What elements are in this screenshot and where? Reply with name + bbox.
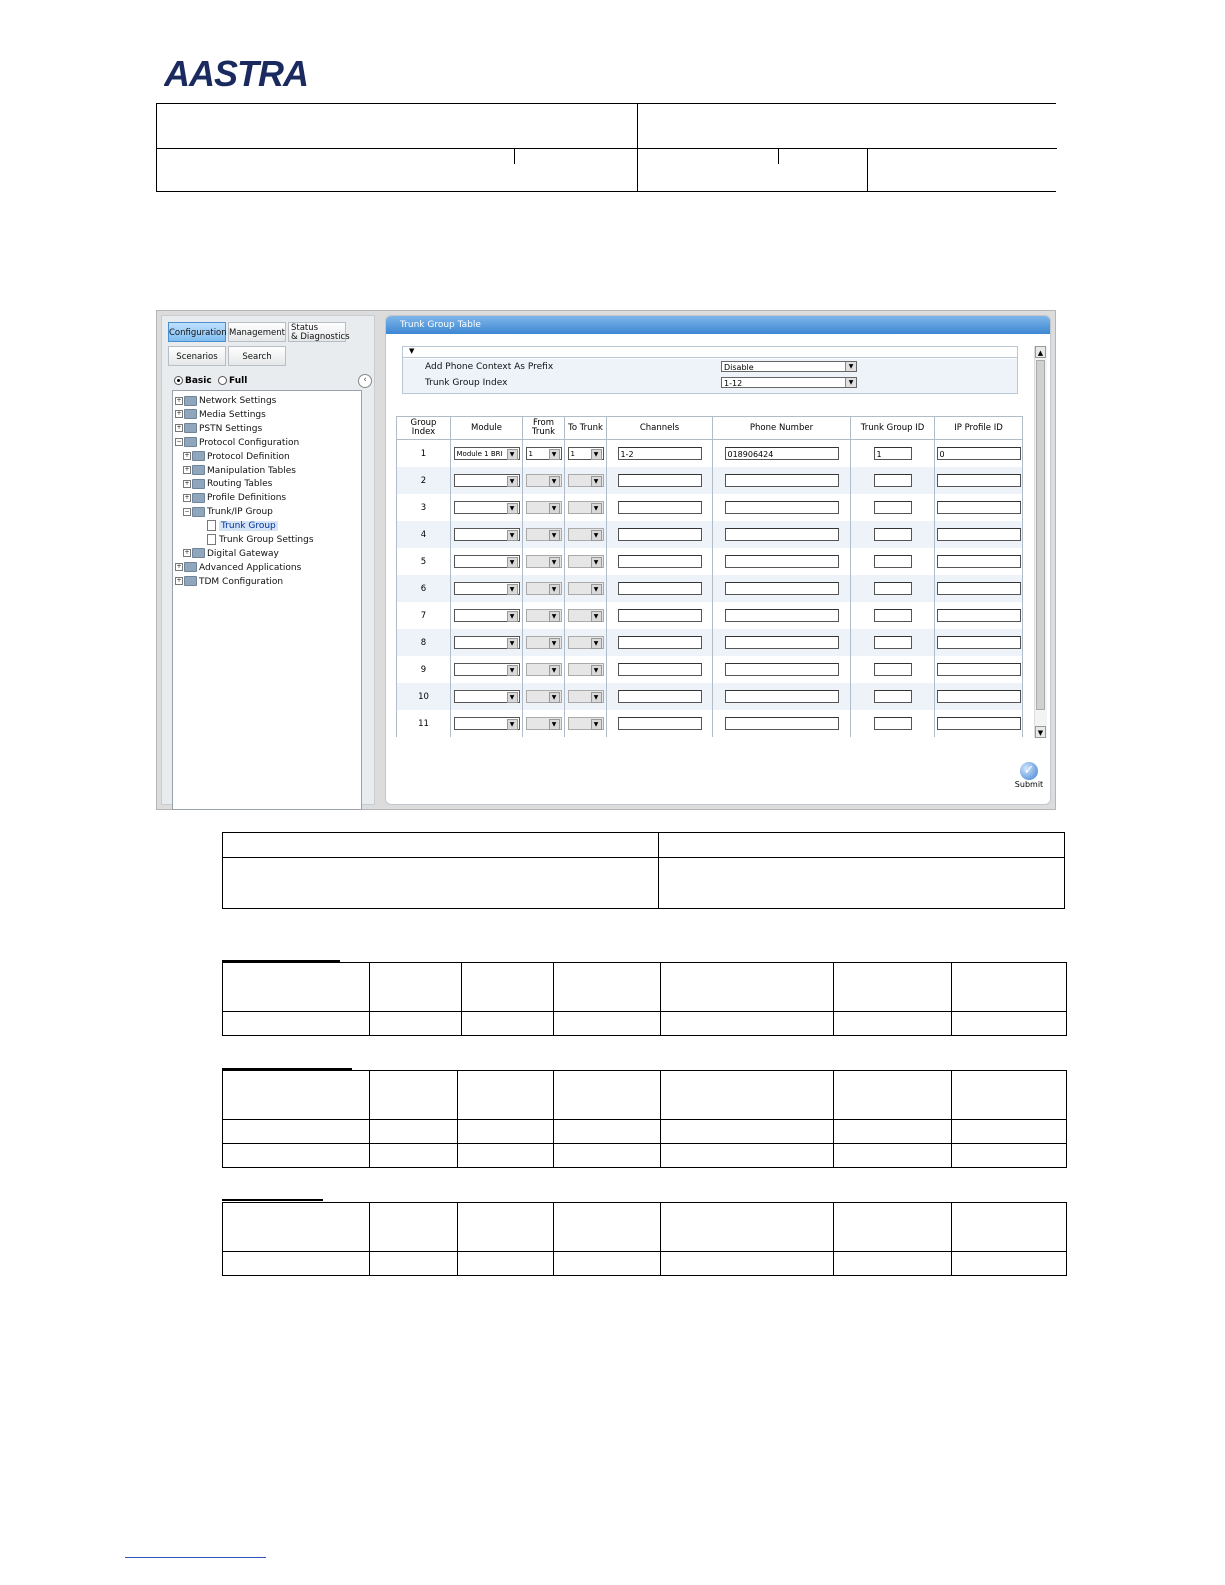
to-trunk-select[interactable] <box>568 474 604 487</box>
group-index-cell: 11 <box>397 710 451 737</box>
scroll-down-icon[interactable]: ▼ <box>1035 726 1046 738</box>
from-trunk-select[interactable] <box>526 690 562 703</box>
dropdown-arrow-icon: ▼ <box>549 611 560 622</box>
trunk-group-table <box>396 416 1023 737</box>
column-header: Module <box>451 417 523 440</box>
group-index-cell: 10 <box>397 683 451 710</box>
folder-icon <box>184 396 197 406</box>
dropdown-arrow-icon: ▼ <box>549 557 560 568</box>
footer-link-underline <box>125 1557 266 1558</box>
module-select[interactable] <box>454 582 520 595</box>
ip-profile-id-input[interactable] <box>937 501 1021 514</box>
tree-item[interactable] <box>183 492 286 504</box>
from-trunk-select[interactable] <box>526 609 562 622</box>
dropdown-arrow-icon: ▼ <box>549 476 560 487</box>
full-radio[interactable] <box>218 376 227 385</box>
column-header: IP Profile ID <box>935 417 1023 440</box>
aastra-logo <box>164 55 354 99</box>
document-table-2 <box>222 962 1067 1036</box>
from-trunk-select[interactable] <box>526 636 562 649</box>
to-trunk-select[interactable] <box>568 717 604 730</box>
trunk-group-id-input[interactable] <box>874 582 912 595</box>
document-table-1 <box>222 832 1065 909</box>
navigation-tree <box>172 390 362 810</box>
channels-input[interactable] <box>618 582 702 595</box>
channels-input[interactable] <box>618 609 702 622</box>
dropdown-arrow-icon: ▼ <box>591 584 602 595</box>
expand-icon[interactable]: + <box>184 549 190 557</box>
module-value: Module 1 BRI <box>456 450 503 458</box>
dropdown-arrow-icon: ▼ <box>591 476 602 487</box>
dropdown-arrow-icon: ▼ <box>591 692 602 703</box>
module-select[interactable] <box>454 447 520 460</box>
svg-text:AASTRA: AASTRA <box>164 55 308 94</box>
trunk-group-id-input[interactable] <box>874 609 912 622</box>
tree-item-label: Network Settings <box>199 396 277 406</box>
navigation-panel <box>161 315 375 805</box>
scroll-up-icon[interactable]: ▲ <box>1035 346 1046 358</box>
collapse-panel-icon[interactable]: ‹ <box>358 374 372 388</box>
phone-number-input[interactable] <box>725 663 839 676</box>
trunk-group-id-input[interactable] <box>874 501 912 514</box>
collapse-arrow-icon[interactable]: ▼ <box>409 347 415 355</box>
dropdown-arrow-icon: ▼ <box>507 719 518 730</box>
trunk-group-id-input[interactable] <box>874 555 912 568</box>
dropdown-arrow-icon: ▼ <box>507 476 518 487</box>
group-index-cell: 3 <box>397 494 451 521</box>
group-index-cell: 7 <box>397 602 451 629</box>
web-ui-screenshot <box>156 310 1056 810</box>
mode-selector <box>174 376 247 386</box>
column-header: Group Index <box>397 417 451 440</box>
table-row <box>397 629 1023 656</box>
table-row <box>397 494 1023 521</box>
channels-input[interactable]: 1-2 <box>618 447 702 460</box>
dropdown-arrow-icon: ▼ <box>591 719 602 730</box>
checkmark-icon: ✓ <box>1020 762 1038 780</box>
expand-icon[interactable]: + <box>184 452 190 460</box>
tree-item[interactable] <box>175 437 299 449</box>
table-row <box>397 521 1023 548</box>
tree-item-label: Protocol Definition <box>207 451 290 462</box>
trunk-group-index-select[interactable] <box>721 377 857 388</box>
dropdown-arrow-icon: ▼ <box>549 719 560 730</box>
module-select[interactable] <box>454 717 520 730</box>
from-trunk-select[interactable] <box>526 555 562 568</box>
dropdown-arrow-icon: ▼ <box>507 584 518 595</box>
phone-number-input[interactable] <box>725 474 839 487</box>
trunk-group-id-input[interactable] <box>874 690 912 703</box>
tab-status-diagnostics[interactable]: Status & Diagnostics <box>288 322 346 342</box>
scroll-thumb[interactable] <box>1036 360 1045 710</box>
column-header: Trunk Group ID <box>851 417 935 440</box>
phone-number-input[interactable] <box>725 555 839 568</box>
dropdown-arrow-icon: ▼ <box>507 638 518 649</box>
tab-configuration[interactable]: Configuration <box>168 322 226 342</box>
dropdown-arrow-icon: ▼ <box>549 692 560 703</box>
dropdown-arrow-icon: ▼ <box>591 503 602 514</box>
tab-management[interactable]: Management <box>228 322 286 342</box>
dropdown-arrow-icon: ▼ <box>507 557 518 568</box>
parameters-section <box>402 346 1018 394</box>
dropdown-arrow-icon: ▼ <box>507 503 518 514</box>
trunk-group-panel <box>385 315 1051 805</box>
group-index-cell: 9 <box>397 656 451 683</box>
tree-item-label: Protocol Configuration <box>199 437 300 448</box>
group-index-cell: 8 <box>397 629 451 656</box>
ip-profile-id-input[interactable] <box>937 582 1021 595</box>
add-phone-context-value: Disable <box>724 363 754 372</box>
from-trunk-value: 1 <box>528 450 533 458</box>
tree-item[interactable] <box>183 548 279 560</box>
expand-icon[interactable]: − <box>176 438 182 446</box>
panel-title: Trunk Group Table <box>386 316 1050 334</box>
to-trunk-select[interactable] <box>568 663 604 676</box>
phone-number-input[interactable] <box>725 636 839 649</box>
phone-number-input[interactable]: 018906424 <box>725 447 839 460</box>
folder-icon <box>192 479 205 489</box>
to-trunk-select[interactable] <box>568 555 604 568</box>
folder-icon <box>192 493 205 503</box>
add-phone-context-label: Add Phone Context As Prefix <box>425 362 554 372</box>
expand-icon[interactable]: + <box>176 410 182 418</box>
to-trunk-select[interactable] <box>568 636 604 649</box>
ip-profile-id-input[interactable] <box>937 663 1021 676</box>
table-row <box>397 710 1023 737</box>
to-trunk-select[interactable] <box>568 447 604 460</box>
expand-icon[interactable]: + <box>176 424 182 432</box>
folder-icon <box>184 409 197 419</box>
to-trunk-select[interactable] <box>568 501 604 514</box>
folder-icon <box>192 548 205 558</box>
channels-input[interactable] <box>618 663 702 676</box>
channels-input[interactable] <box>618 717 702 730</box>
expand-icon[interactable]: + <box>184 466 190 473</box>
tree-item[interactable] <box>175 423 262 435</box>
dropdown-arrow-icon: ▼ <box>507 449 518 460</box>
phone-number-input[interactable] <box>725 609 839 622</box>
phone-number-input[interactable] <box>725 528 839 541</box>
folder-icon <box>192 507 205 517</box>
page-icon <box>207 534 216 545</box>
dropdown-arrow-icon: ▼ <box>591 665 602 676</box>
trunk-group-id-input[interactable] <box>874 717 912 730</box>
tree-item[interactable] <box>175 409 266 421</box>
channels-input[interactable] <box>618 636 702 649</box>
tree-item[interactable] <box>183 451 290 463</box>
dropdown-arrow-icon: ▼ <box>591 449 602 460</box>
channels-input[interactable] <box>618 474 702 487</box>
tree-item-label: Trunk Group <box>221 521 276 532</box>
column-header: From Trunk <box>523 417 565 440</box>
to-trunk-select[interactable] <box>568 582 604 595</box>
tree-item[interactable] <box>207 534 314 546</box>
table-row <box>397 602 1023 629</box>
tree-item[interactable] <box>175 562 301 574</box>
tree-item[interactable] <box>183 465 296 477</box>
dropdown-arrow-icon: ▼ <box>549 449 560 460</box>
group-index-cell: 6 <box>397 575 451 602</box>
tree-item-label: Trunk/IP Group <box>207 507 273 518</box>
ip-profile-id-input[interactable] <box>937 717 1021 730</box>
ip-profile-id-input[interactable] <box>937 636 1021 649</box>
from-trunk-select[interactable] <box>526 501 562 514</box>
ip-profile-id-input[interactable] <box>937 609 1021 622</box>
from-trunk-select[interactable] <box>526 474 562 487</box>
tree-item-label: PSTN Settings <box>199 423 263 434</box>
table-row <box>397 656 1023 683</box>
basic-radio[interactable] <box>174 376 183 385</box>
ip-profile-id-input[interactable] <box>937 690 1021 703</box>
tree-item[interactable] <box>175 576 283 588</box>
tree-item-label: Profile Definitions <box>207 493 287 504</box>
add-phone-context-select[interactable] <box>721 361 857 372</box>
from-trunk-select[interactable] <box>526 528 562 541</box>
trunk-group-id-input[interactable]: 1 <box>874 447 912 460</box>
column-header: Phone Number <box>713 417 851 440</box>
ip-profile-id-input[interactable]: 0 <box>937 447 1021 460</box>
tree-item[interactable] <box>183 506 273 518</box>
phone-number-input[interactable] <box>725 717 839 730</box>
module-select[interactable] <box>454 690 520 703</box>
phone-number-input[interactable] <box>725 582 839 595</box>
channels-input[interactable] <box>618 690 702 703</box>
folder-icon <box>192 451 205 461</box>
tree-item-label: Routing Tables <box>207 479 273 490</box>
from-trunk-select[interactable] <box>526 663 562 676</box>
tree-item-label: Trunk Group Settings <box>219 535 314 545</box>
trunk-group-index-label: Trunk Group Index <box>425 378 508 388</box>
dropdown-arrow-icon: ▼ <box>845 362 856 371</box>
tree-item[interactable] <box>175 395 276 407</box>
dropdown-arrow-icon: ▼ <box>507 665 518 676</box>
dropdown-arrow-icon: ▼ <box>549 530 560 541</box>
tree-item[interactable] <box>207 520 278 532</box>
to-trunk-select[interactable] <box>568 528 604 541</box>
module-select[interactable] <box>454 609 520 622</box>
phone-number-input[interactable] <box>725 501 839 514</box>
ip-profile-id-input[interactable] <box>937 555 1021 568</box>
dropdown-arrow-icon: ▼ <box>591 638 602 649</box>
submit-button[interactable] <box>1014 762 1044 789</box>
expand-icon[interactable]: + <box>184 493 190 501</box>
dropdown-arrow-icon: ▼ <box>549 503 560 514</box>
trunk-group-id-input[interactable] <box>874 474 912 487</box>
column-header: To Trunk <box>565 417 607 440</box>
module-select[interactable] <box>454 474 520 487</box>
from-trunk-select[interactable] <box>526 582 562 595</box>
tree-item-label: Media Settings <box>199 409 266 420</box>
from-trunk-select[interactable] <box>526 447 562 460</box>
group-index-cell: 1 <box>397 440 451 468</box>
from-trunk-select[interactable] <box>526 717 562 730</box>
tab-search[interactable]: Search <box>228 346 286 366</box>
trunk-group-index-value: 1-12 <box>724 379 743 388</box>
expand-icon[interactable]: + <box>176 563 182 571</box>
module-select[interactable] <box>454 501 520 514</box>
to-trunk-value: 1 <box>570 450 575 458</box>
dropdown-arrow-icon: ▼ <box>507 530 518 541</box>
document-table-4 <box>222 1202 1067 1276</box>
full-label: Full <box>229 376 248 386</box>
to-trunk-select[interactable] <box>568 609 604 622</box>
folder-icon <box>184 576 197 586</box>
group-index-cell: 4 <box>397 521 451 548</box>
tree-item-label: TDM Configuration <box>199 576 284 587</box>
folder-icon <box>192 465 205 475</box>
section-underline-3 <box>222 1199 323 1201</box>
folder-icon <box>184 437 197 447</box>
dropdown-arrow-icon: ▼ <box>591 530 602 541</box>
table-row <box>397 440 1023 468</box>
dropdown-arrow-icon: ▼ <box>549 638 560 649</box>
expand-icon[interactable]: + <box>176 396 182 404</box>
basic-label: Basic <box>185 376 212 386</box>
table-row <box>397 575 1023 602</box>
dropdown-arrow-icon: ▼ <box>507 611 518 622</box>
group-index-cell: 2 <box>397 467 451 494</box>
folder-icon <box>184 562 197 572</box>
phone-number-input[interactable] <box>725 690 839 703</box>
tree-item-label: Manipulation Tables <box>207 465 296 476</box>
dropdown-arrow-icon: ▼ <box>549 584 560 595</box>
dropdown-arrow-icon: ▼ <box>845 378 856 387</box>
table-scrollbar[interactable] <box>1034 346 1047 738</box>
dropdown-arrow-icon: ▼ <box>591 557 602 568</box>
dropdown-arrow-icon: ▼ <box>507 692 518 703</box>
trunk-group-id-input[interactable] <box>874 663 912 676</box>
trunk-group-id-input[interactable] <box>874 636 912 649</box>
tree-item[interactable] <box>183 478 272 490</box>
ip-profile-id-input[interactable] <box>937 528 1021 541</box>
channels-input[interactable] <box>618 528 702 541</box>
trunk-group-id-input[interactable] <box>874 528 912 541</box>
submit-label: Submit <box>1014 780 1044 789</box>
module-select[interactable] <box>454 636 520 649</box>
to-trunk-select[interactable] <box>568 690 604 703</box>
table-row <box>397 548 1023 575</box>
tab-scenarios[interactable]: Scenarios <box>168 346 226 366</box>
module-select[interactable] <box>454 528 520 541</box>
dropdown-arrow-icon: ▼ <box>591 611 602 622</box>
tree-item-label: Advanced Applications <box>199 562 302 573</box>
expand-icon[interactable]: + <box>184 479 190 487</box>
column-header: Channels <box>607 417 713 440</box>
group-index-cell: 5 <box>397 548 451 575</box>
expand-icon[interactable]: + <box>176 577 182 585</box>
ip-profile-id-input[interactable] <box>937 474 1021 487</box>
document-table-3 <box>222 1070 1067 1168</box>
table-row <box>397 467 1023 494</box>
folder-icon <box>184 423 197 433</box>
channels-input[interactable] <box>618 555 702 568</box>
table-row <box>397 683 1023 710</box>
expand-icon[interactable]: − <box>184 507 190 515</box>
module-select[interactable] <box>454 663 520 676</box>
module-select[interactable] <box>454 555 520 568</box>
tree-item-label: Digital Gateway <box>207 548 279 559</box>
document-header-table <box>156 103 1056 192</box>
page-icon <box>207 520 216 531</box>
channels-input[interactable] <box>618 501 702 514</box>
section-header <box>403 347 1017 358</box>
dropdown-arrow-icon: ▼ <box>549 665 560 676</box>
